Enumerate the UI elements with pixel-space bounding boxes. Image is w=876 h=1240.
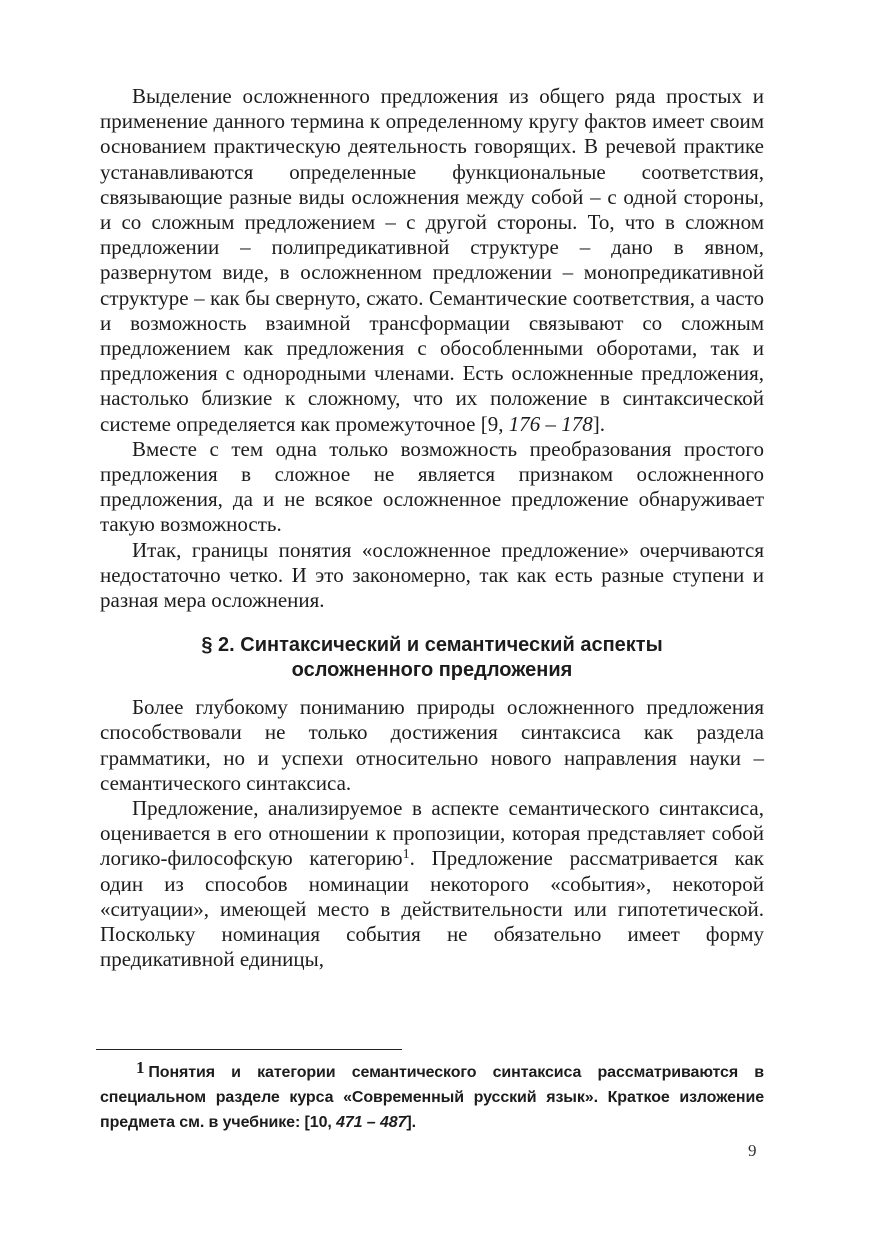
page-number: 9 [748, 1141, 757, 1160]
footnote-end: ]. [406, 1114, 416, 1131]
citation-end: ]. [592, 411, 605, 436]
paragraph-5-text-a: Предложение, анализируемое в аспекте семантического синтаксиса, оценивается в его отношении к пропозиции, которая представляет собой логико-философскую категорию [100, 796, 764, 871]
citation-pages: 176 – 178 [508, 411, 593, 436]
footnote-text: Понятия и категории семантического синтаксиса рассматриваются в специальном разделе курса «Современный русский язык». Краткое изложение предмета см. в учебнике: [10, [100, 1064, 764, 1131]
paragraph-1-text: Выделение осложненного предложения из общего ряда простых и применение данного термина к определенному кругу фактов имеет своим основанием практическую деятельность говорящих. В речевой практике устанавливаются определенные функциональные соответствия, связывающие разные виды осложнения между собой – с одной стороны, и со сложным предложением – с другой стороны. То, что в сложном предложении – полипредикативной структуре – дано в явном, развернутом виде, в осложненном предложении – монопредикативной структуре – как бы свернуто, сжато. Семантические соответствия, а часто и возможность взаимной трансформации связывают со сложным предложением как предложения с обособленными оборотами, так и предложения с однородными членами. Есть осложненные предложения, настолько близкие к сложному, что их положение в синтаксической системе определяется как промежуточное [9, [100, 84, 764, 436]
section-heading [100, 633, 764, 683]
footnote-pages: 471 – 487 [336, 1114, 407, 1131]
footnote [100, 1055, 764, 1135]
paragraph-5-text-b: . Предложение рассматривается как один из способов номинации некоторого «события», некоторой «ситуации», имеющей место в действительности или гипотетической. Поскольку номинация события не обязательно имеет форму предикативной единицы, [100, 846, 764, 972]
section-heading-line-1: § 2. Синтаксический и семантический аспекты [201, 634, 663, 657]
footnote-divider [96, 1049, 402, 1050]
paragraph-1 [100, 84, 764, 437]
paragraph-3: Итак, границы понятия «осложненное предложение» очерчиваются недостаточно четко. И это закономерно, так как есть разные ступени и разная мера осложнения. [100, 537, 764, 613]
footnote-mark: 1 [136, 1058, 145, 1077]
paragraph-5 [100, 796, 764, 972]
section-heading-line-2: осложненного предложения [291, 659, 573, 682]
paragraph-4: Более глубокому пониманию природы осложненного предложения способствовали не только достижения синтаксиса как раздела грамматики, но и успехи относительно нового направления науки – семантического синтаксиса. [100, 695, 764, 795]
footnote-reference[interactable]: 1 [402, 847, 410, 863]
page-body [100, 84, 764, 973]
paragraph-2: Вместе с тем одна только возможность преобразования простого предложения в сложное не является признаком осложненного предложения, да и не всякое осложненное предложение обнаруживает такую возможность. [100, 436, 764, 537]
